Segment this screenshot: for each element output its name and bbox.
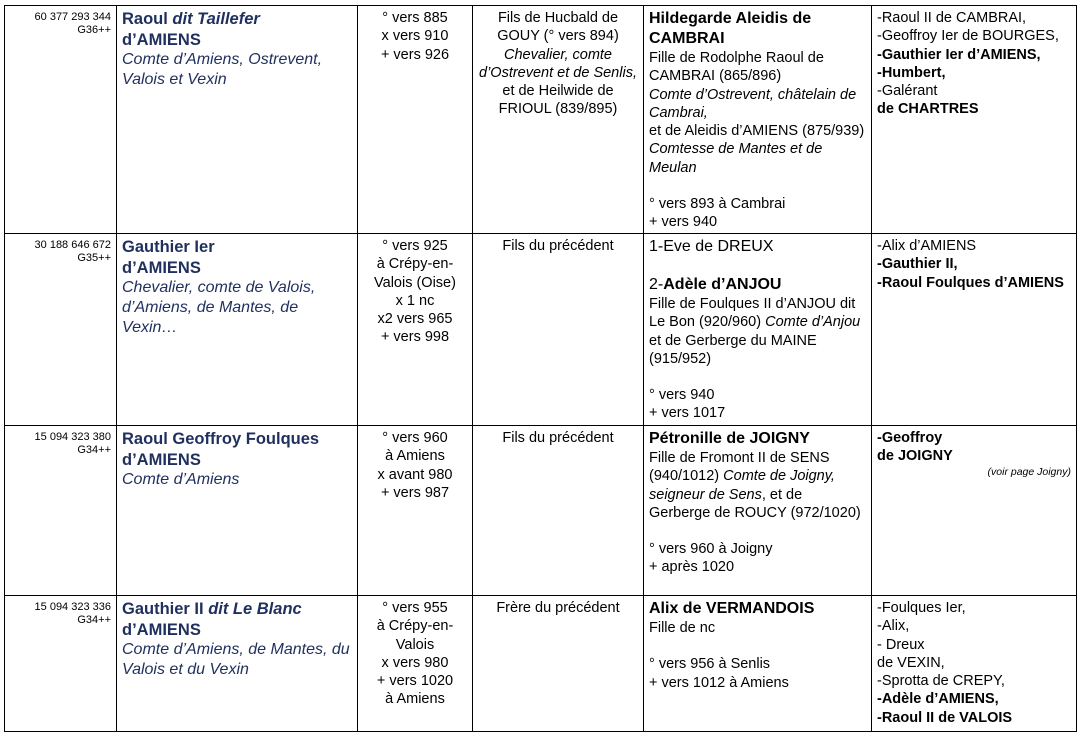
child-item: -Adèle d’AMIENS, (877, 691, 999, 708)
date-line: x vers 910 (381, 28, 449, 45)
dates-cell (358, 234, 473, 426)
child-item: -Alix, (877, 618, 910, 635)
spouse-cell (644, 596, 872, 732)
parents-text: Fils du précédent (502, 238, 614, 254)
parents-text: Fils de Hucbald de GOUY (° vers 894) (497, 10, 619, 45)
children-cell (872, 426, 1077, 596)
spouse-date: ° vers 940 (649, 387, 715, 404)
spouse-desc-2: , et de Gerberge de ROUCY (972/1020) (649, 486, 861, 521)
spouse-date: ° vers 893 à Cambrai (649, 196, 786, 213)
generation-label: G35++ (77, 252, 111, 264)
children-cell (872, 234, 1077, 426)
dates-cell (358, 596, 473, 732)
spouse-name-2: 2-Adèle d’ANJOU (649, 276, 782, 293)
dates-cell (358, 6, 473, 234)
child-item: -Galérant (877, 83, 938, 100)
sosa-number: 60 377 293 344 (34, 11, 111, 23)
sosa-number: 15 094 323 380 (34, 431, 111, 443)
date-line: à Amiens (385, 448, 445, 465)
person-name: Raoul dit Taillefer (122, 10, 260, 28)
date-line: + vers 987 (380, 484, 450, 501)
sosa-number: 15 094 323 336 (34, 601, 111, 613)
person-cell (117, 596, 358, 732)
parents-cell (473, 426, 644, 596)
person-title: Chevalier, comte de Valois, d’Amiens, de Mantes, de Vexin… (122, 279, 316, 336)
sosa-number: 30 188 646 672 (34, 239, 111, 251)
child-item: -Foulques Ier, (877, 600, 966, 616)
spouse-name: Hildegarde Aleidis de CAMBRAI (649, 10, 812, 47)
person-name-line2: d’AMIENS (122, 450, 201, 469)
spouse-date: ° vers 960 à Joigny (649, 541, 773, 558)
sosa-cell (5, 234, 117, 426)
spouse-cell (644, 6, 872, 234)
children-cell (872, 596, 1077, 732)
person-title: Comte d’Amiens, de Mantes, du Valois et du Vexin (122, 641, 350, 678)
date-line: ° vers 925 (382, 238, 448, 254)
parents-cell (473, 6, 644, 234)
spouse-title-2: Comtesse de Mantes et de Meulan (649, 141, 823, 176)
spouse-desc: Fille de Rodolphe Raoul de CAMBRAI (865/896) (649, 50, 824, 85)
child-item: de JOIGNY (877, 448, 953, 465)
sosa-cell (5, 426, 117, 596)
child-item: -Gauthier Ier d’AMIENS, (877, 46, 1041, 63)
sosa-cell (5, 6, 117, 234)
genealogy-table (4, 5, 1077, 732)
person-title: Comte d’Amiens, Ostrevent, Valois et Vexin (122, 51, 323, 88)
child-item: - Dreux (877, 636, 925, 653)
child-item: de CHARTRES (877, 101, 979, 118)
spouse-title: Comte d’Ostrevent, châtelain de Cambrai, (649, 86, 857, 121)
table-row (5, 426, 1077, 596)
spouse-title: Comte de Joigny, seigneur de Sens (649, 468, 835, 503)
page-reference-note: (voir page Joigny) (987, 465, 1071, 478)
date-line: + vers 1020 (376, 673, 454, 690)
spouse-desc: Fille de Foulques II d’ANJOU dit Le Bon (920/960) (649, 296, 856, 331)
generation-label: G36++ (77, 24, 111, 36)
spouse-desc: Fille de Fromont II de SENS (940/1012) (649, 450, 830, 485)
parents-text: Frère du précédent (496, 600, 620, 616)
spouse-date: ° vers 956 à Senlis (649, 656, 771, 673)
spouse-cell (644, 234, 872, 426)
spouse-title: Comte d’Anjou (765, 314, 861, 331)
spouse-date: + après 1020 (649, 559, 735, 576)
date-line: x avant 980 (377, 466, 453, 483)
parents-text: Fils du précédent (502, 430, 614, 446)
person-name-line2: d’AMIENS (122, 30, 201, 49)
child-item: -Geoffroy (877, 430, 943, 446)
person-cell (117, 6, 358, 234)
parents-title: Chevalier, comte d’Ostrevent et de Senlis, (479, 46, 637, 81)
sosa-cell (5, 596, 117, 732)
person-name: Raoul Geoffroy Foulques (122, 430, 320, 448)
person-name: Gauthier II dit Le Blanc (122, 600, 302, 618)
spouse-desc-2: et de Aleidis d’AMIENS (875/939) (649, 123, 865, 140)
spouse-date: + vers 940 (649, 214, 718, 231)
date-line: + vers 926 (380, 46, 450, 63)
spouse-desc-2: et de Gerberge du MAINE (915/952) (649, 332, 817, 367)
date-line: à Crépy-en-Valois (376, 618, 454, 653)
child-item: -Raoul II de VALOIS (877, 709, 1013, 726)
date-line: à Crépy-en-Valois (Oise) (374, 256, 456, 291)
child-item: -Humbert, (877, 64, 946, 81)
generation-label: G34++ (77, 614, 111, 626)
person-cell (117, 234, 358, 426)
date-line: ° vers 960 (382, 430, 448, 446)
date-line: à Amiens (385, 691, 445, 708)
generation-label: G34++ (77, 444, 111, 456)
child-item: -Geoffroy Ier de BOURGES, (877, 28, 1059, 45)
child-item: -Raoul Foulques d’AMIENS (877, 274, 1064, 291)
child-item: -Raoul II de CAMBRAI, (877, 10, 1027, 26)
date-line: ° vers 885 (382, 10, 448, 26)
date-line: x vers 980 (381, 654, 449, 671)
table-row (5, 6, 1077, 234)
children-cell (872, 6, 1077, 234)
spouse-name: Pétronille de JOIGNY (649, 430, 810, 447)
spouse-date: + vers 1017 (649, 405, 726, 422)
person-name: Gauthier Ier (122, 238, 215, 256)
person-title: Comte d’Amiens (122, 471, 240, 488)
date-line: + vers 998 (380, 329, 450, 346)
date-line: x 1 nc (395, 292, 435, 309)
table-row (5, 234, 1077, 426)
spouse-desc: Fille de nc (649, 620, 716, 636)
date-line: ° vers 955 (382, 600, 448, 616)
person-name-line2: d’AMIENS (122, 620, 201, 639)
parents-text-2: et de Heilwide de FRIOUL (839/895) (498, 83, 618, 118)
spouse-cell (644, 426, 872, 596)
parents-cell (473, 596, 644, 732)
parents-cell (473, 234, 644, 426)
dates-cell (358, 426, 473, 596)
person-cell (117, 426, 358, 596)
child-item: -Sprotta de CREPY, (877, 673, 1005, 690)
table-row (5, 596, 1077, 732)
child-item: -Alix d’AMIENS (877, 238, 977, 254)
date-line: x2 vers 965 (377, 311, 453, 328)
spouse-date: + vers 1012 à Amiens (649, 674, 789, 691)
child-item: de VEXIN, (877, 654, 945, 671)
child-item: -Gauthier II, (877, 256, 958, 273)
spouse-name: Alix de VERMANDOIS (649, 600, 815, 617)
person-name-line2: d’AMIENS (122, 258, 201, 277)
spouse-name-1: 1-Eve de DREUX (649, 238, 774, 255)
